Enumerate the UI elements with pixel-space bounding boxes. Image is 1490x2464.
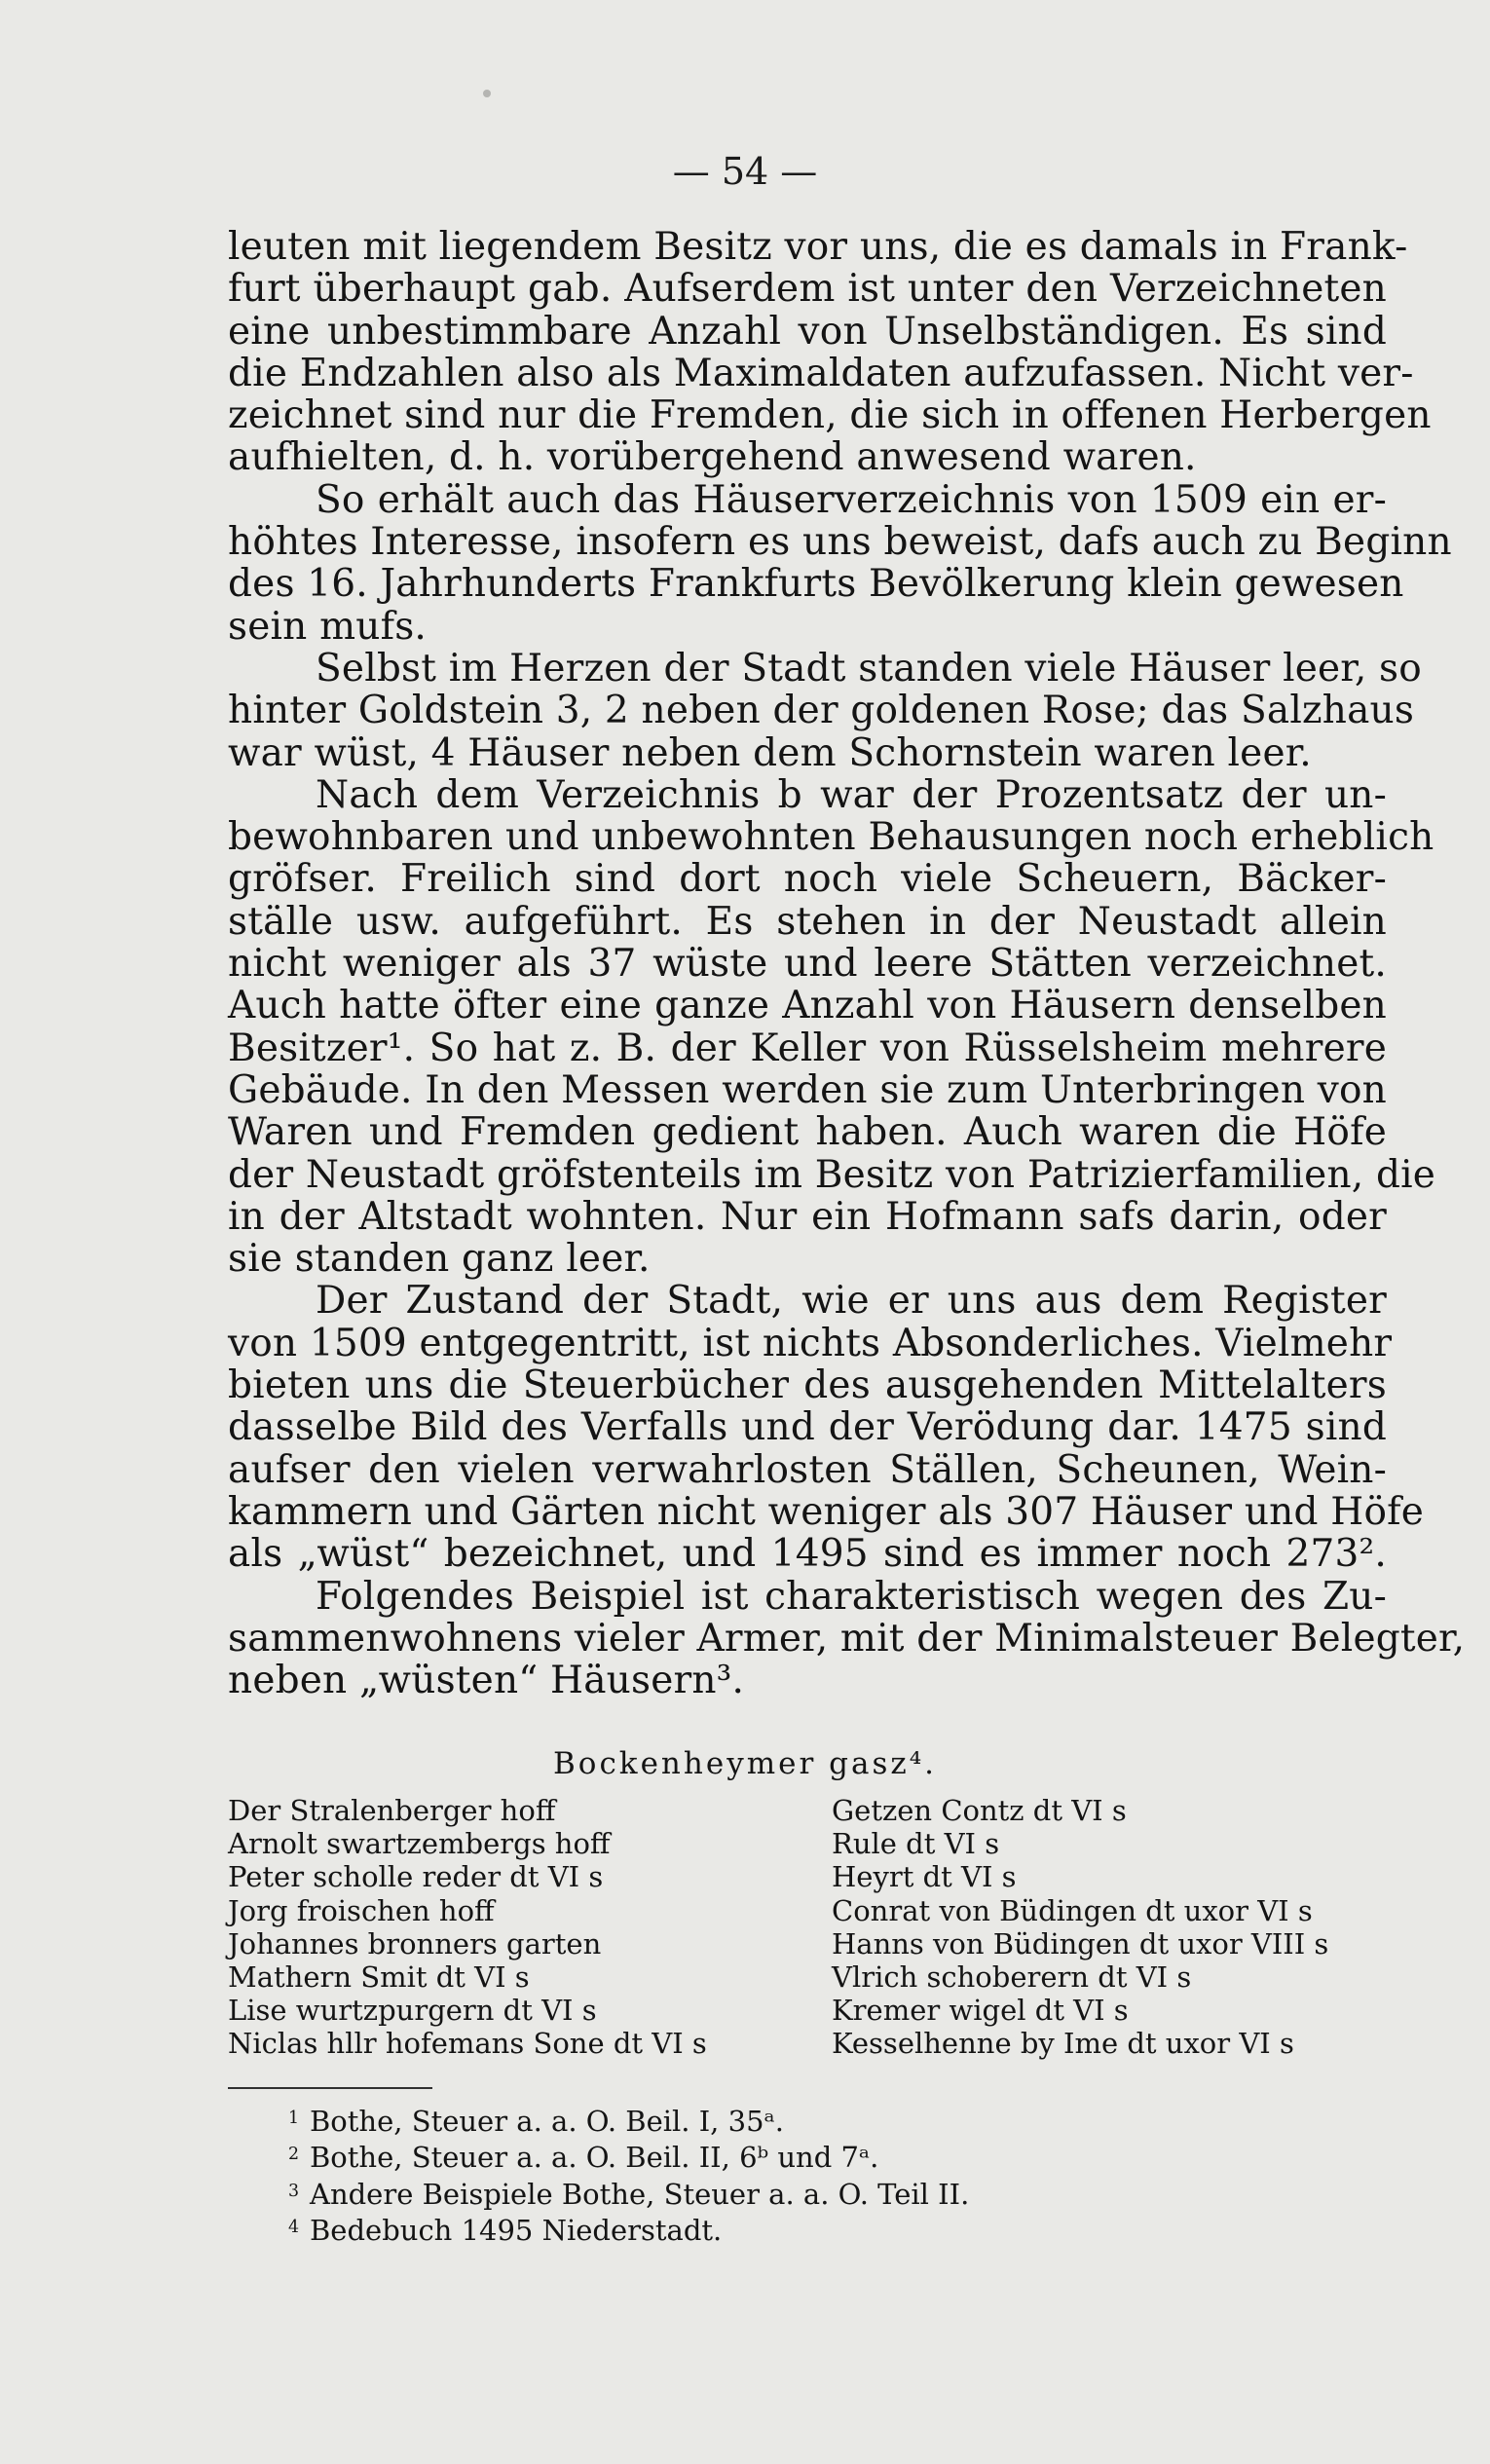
list-row — [228, 1827, 1397, 1860]
footnote — [288, 2138, 969, 2175]
body-line: Folgendes Beispiel ist charakteristisch wegen des Zu- — [316, 1574, 1387, 1619]
footnote-text: Bothe, Steuer a. a. O. Beil. II, 6ᵇ und 7ᵃ. — [310, 2141, 879, 2175]
body-line: Nach dem Verzeichnis b war der Prozentsatz der un- — [316, 772, 1387, 817]
list-entry-right: Kremer wigel dt VI s — [832, 1994, 1129, 2028]
body-line: sie standen ganz leer. — [228, 1237, 651, 1282]
list-row — [228, 1860, 1397, 1893]
body-line: von 1509 entgegentritt, ist nichts Absonderliches. Vielmehr — [228, 1321, 1393, 1365]
body-line: aufser den vielen verwahrlosten Ställen, Scheunen, Wein- — [228, 1447, 1387, 1492]
body-line: in der Altstadt wohnten. Nur ein Hofmann safs darin, oder — [228, 1194, 1387, 1239]
footnote-divider — [228, 2087, 432, 2089]
footnote-text: Andere Beispiele Bothe, Steuer a. a. O. Teil II. — [310, 2177, 970, 2211]
list-entry-left: Mathern Smit dt VI s — [228, 1960, 530, 1995]
list-row — [228, 1994, 1397, 2027]
list-entry-left: Arnolt swartzembergs hoff — [228, 1827, 611, 1861]
body-line: war wüst, 4 Häuser neben dem Schornstein waren leer. — [228, 730, 1312, 775]
footnote — [288, 2175, 970, 2211]
footnote-mark: 2 — [288, 2145, 300, 2165]
body-line: Selbst im Herzen der Stadt standen viele Häuser leer, so — [316, 646, 1422, 691]
body-line: So erhält auch das Häuserverzeichnis von 1509 ein er- — [316, 477, 1387, 522]
body-line: eine unbestimmbare Anzahl von Unselbständigen. Es sind — [228, 309, 1387, 354]
footnotes — [288, 2102, 970, 2248]
body-line: bewohnbaren und unbewohnten Behausungen noch erheblich — [228, 815, 1434, 860]
list-heading: Bockenheymer gasz⁴. — [553, 1746, 937, 1781]
body-line: der Neustadt gröfstenteils im Besitz von Patrizierfamilien, die — [228, 1152, 1436, 1197]
list-row — [228, 1794, 1397, 1827]
footnote-mark: 4 — [288, 2218, 300, 2238]
list-entry-left: Lise wurtzpurgern dt VI s — [228, 1994, 597, 2028]
body-line: die Endzahlen also als Maximaldaten aufzufassen. Nicht ver- — [228, 351, 1414, 395]
body-line: bieten uns die Steuerbücher des ausgehenden Mittelalters — [228, 1363, 1387, 1408]
body-line: hinter Goldstein 3, 2 neben der goldenen Rose; das Salzhaus — [228, 689, 1415, 733]
list-row — [228, 1927, 1397, 1960]
list-row — [228, 1894, 1397, 1927]
list-entry-left: Johannes bronners garten — [228, 1926, 602, 1960]
list-entry-left: Peter scholle reder dt VI s — [228, 1860, 604, 1894]
list-entry-left: Niclas hllr hofemans Sone dt VI s — [228, 2027, 707, 2061]
body-line: aufhielten, d. h. vorübergehend anwesend waren. — [228, 435, 1197, 480]
footnote-text: Bedebuch 1495 Niederstadt. — [310, 2214, 723, 2248]
body-line: Auch hatte öfter eine ganze Anzahl von Häusern denselben — [228, 984, 1387, 1028]
body-text — [228, 225, 1466, 1703]
body-line: zeichnet sind nur die Fremden, die sich in offenen Herbergen — [228, 393, 1432, 438]
list-row — [228, 2027, 1397, 2060]
list-entry-right: Getzen Contz dt VI s — [832, 1794, 1127, 1827]
footnote — [288, 2102, 969, 2138]
footnote-mark: 3 — [288, 2181, 300, 2201]
body-line: des 16. Jahrhunderts Frankfurts Bevölkerung klein gewesen — [228, 562, 1404, 607]
body-line: leuten mit liegendem Besitz vor uns, die es damals in Frank- — [228, 225, 1408, 269]
list-entry-right: Hanns von Büdingen dt uxor VIII s — [832, 1926, 1329, 1960]
body-line: gröfser. Freilich sind dort noch viele Scheuern, Bäcker- — [228, 857, 1387, 902]
body-line: kammern und Gärten nicht weniger als 307 Häuser und Höfe — [228, 1489, 1425, 1534]
list-entry-right: Rule dt VI s — [832, 1827, 1000, 1861]
body-line: höhtes Interesse, insofern es uns beweist, dafs auch zu Beginn — [228, 520, 1452, 565]
footnote-mark: 1 — [288, 2109, 300, 2128]
list-entry-left: Der Stralenberger hoff — [228, 1794, 556, 1827]
body-line: furt überhaupt gab. Aufserdem ist unter den Verzeichneten — [228, 267, 1387, 312]
list-entry-right: Vlrich schoberern dt VI s — [832, 1960, 1192, 1995]
list-row — [228, 1960, 1397, 1994]
body-line: dasselbe Bild des Verfalls und der Verödung dar. 1475 sind — [228, 1405, 1387, 1450]
list-entry-left: Jorg froischen hoff — [228, 1893, 495, 1927]
footnote — [288, 2211, 969, 2248]
body-line: als „wüst“ bezeichnet, und 1495 sind es immer noch 273². — [228, 1532, 1387, 1577]
body-line: sammenwohnens vieler Armer, mit der Minimalsteuer Belegter, — [228, 1616, 1466, 1661]
body-line: Gebäude. In den Messen werden sie zum Unterbringen von — [228, 1067, 1387, 1112]
body-line: Besitzer¹. So hat z. B. der Keller von Rüsselsheim mehrere — [228, 1026, 1387, 1070]
body-line: Der Zustand der Stadt, wie er uns aus dem Register — [316, 1279, 1387, 1324]
body-line: ställe usw. aufgeführt. Es stehen in der Neustadt allein — [228, 899, 1387, 944]
body-line: sein mufs. — [228, 604, 428, 649]
household-list — [228, 1794, 1397, 2061]
list-entry-right: Conrat von Büdingen dt uxor VI s — [832, 1893, 1313, 1927]
body-line: Waren und Fremden gedient haben. Auch waren die Höfe — [228, 1110, 1387, 1155]
footnote-text: Bothe, Steuer a. a. O. Beil. I, 35ᵃ. — [310, 2104, 784, 2138]
body-line: neben „wüsten“ Häusern³. — [228, 1659, 745, 1703]
body-line: nicht weniger als 37 wüste und leere Stätten verzeichnet. — [228, 942, 1387, 987]
ink-dot — [483, 90, 491, 97]
list-entry-right: Kesselhenne by Ime dt uxor VI s — [832, 2027, 1294, 2061]
list-entry-right: Heyrt dt VI s — [832, 1860, 1017, 1894]
page-number: — 54 — — [672, 150, 818, 193]
